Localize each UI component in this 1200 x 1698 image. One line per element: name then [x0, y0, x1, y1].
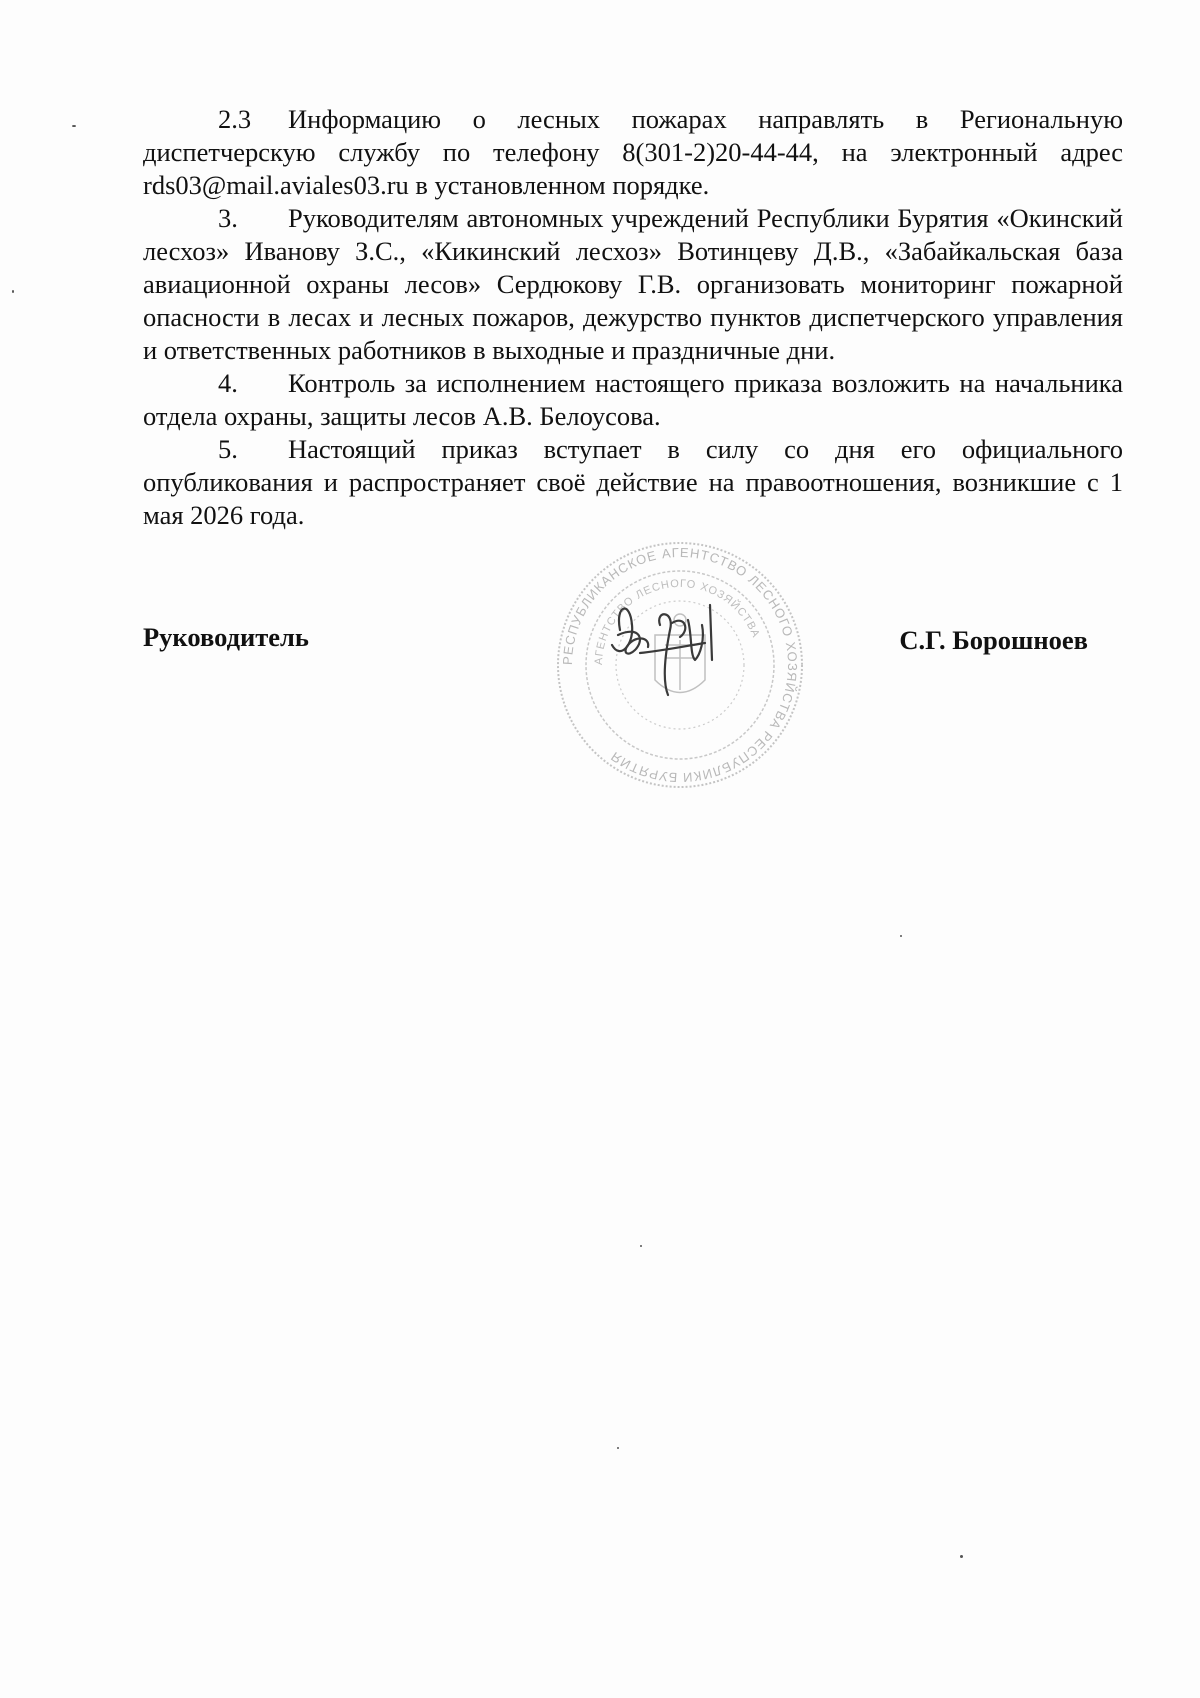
- scan-speck: [72, 125, 76, 127]
- seal-inner-text: АГЕНТСТВО ЛЕСНОГО ХОЗЯЙСТВА: [592, 577, 762, 666]
- paragraph-text: Руководителям автономных учреждений Республики Бурятия «Окинский лесхоз» Иванову З.С., «Кикинский лесхоз» Вотинцеву Д.В., «Забайкальская база авиационной охраны лесов» Сердюкову Г.В. организовать мониторинг пожарной опасности в лесах и лесных пожаров, дежурство пунктов диспетчерского управления и ответственных работников в выходные и праздничные дни.: [143, 203, 1123, 365]
- scan-speck: [617, 1447, 619, 1449]
- paragraph-4: [143, 367, 1123, 433]
- paragraph-text: Информацию о лесных пожарах направлять в Региональную диспетчерскую службу по телефону 8(301-2)20-44-44, на электронный адрес rds03@mail.aviales03.ru в установленном порядке.: [143, 104, 1123, 200]
- scan-speck: [900, 935, 902, 937]
- signatory-title: Руководитель: [143, 622, 309, 652]
- paragraph-text: Настоящий приказ вступает в силу со дня его официального опубликования и распространяет своё действие на правоотношения, возникшие с 1 мая 2026 года.: [143, 434, 1123, 530]
- paragraph-number: 2.3: [218, 104, 252, 134]
- paragraph-number: 4.: [218, 368, 238, 398]
- document-body: [143, 103, 1123, 532]
- paragraph-text: Контроль за исполнением настоящего приказа возложить на начальника отдела охраны, защиты лесов А.В. Белоусова.: [143, 368, 1123, 431]
- paragraph-number: 3.: [218, 203, 238, 233]
- signature-block: [143, 622, 1123, 682]
- scan-speck: [640, 1245, 642, 1247]
- paragraph-5: [143, 433, 1123, 532]
- seal-outer-text: РЕСПУБЛИКАНСКОЕ АГЕНТСТВО ЛЕСНОГО ХОЗЯЙСТВА РЕСПУБЛИКИ БУРЯТИЯ: [559, 544, 801, 786]
- paragraph-3: [143, 202, 1123, 367]
- scan-speck: [960, 1555, 963, 1558]
- signatory-name: С.Г. Борошноев: [899, 625, 1088, 655]
- paragraph-2-3: [143, 103, 1123, 202]
- paragraph-number: 5.: [218, 434, 238, 464]
- scan-speck: [12, 290, 14, 293]
